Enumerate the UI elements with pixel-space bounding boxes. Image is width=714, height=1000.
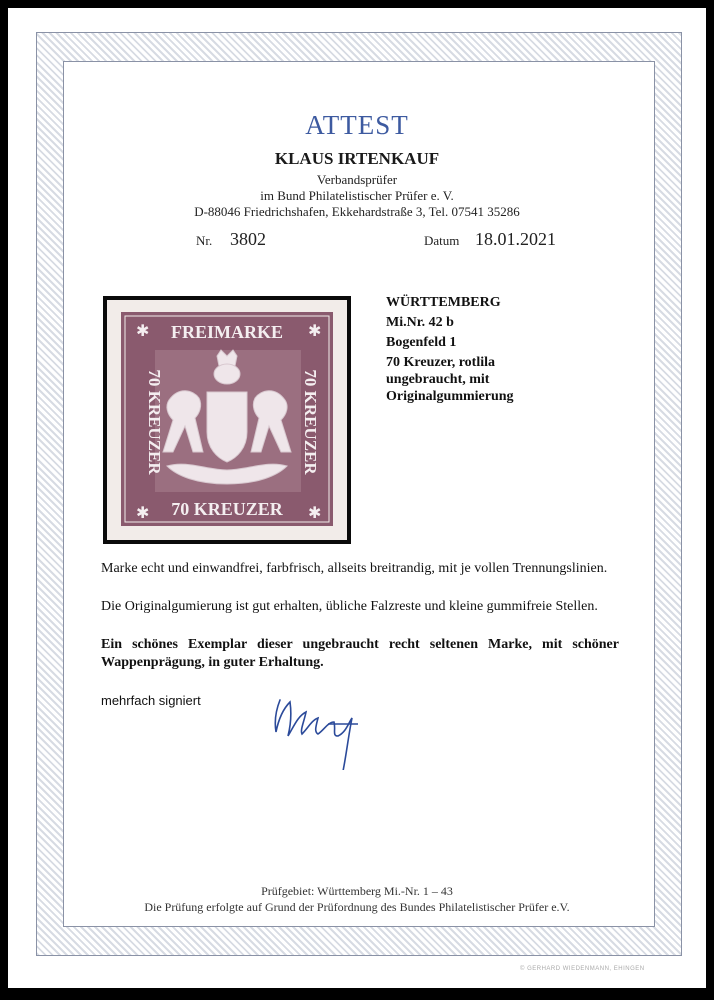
examiner-address: D-88046 Friedrichshafen, Ekkehardstraße 3, Tel. 07541 35286 <box>194 204 520 219</box>
corner-star-icon: ✱ <box>136 323 150 340</box>
stamp-photo <box>103 296 351 544</box>
stamp-right-text: 70 KREUZER <box>301 369 320 475</box>
stamp-top-text: FREIMARKE <box>171 322 283 342</box>
stamp-left-text: 70 KREUZER <box>145 369 164 475</box>
certificate-date: 18.01.2021 <box>475 229 556 249</box>
stamp-sheet-position: Bogenfeld 1 <box>386 335 457 350</box>
stamp-catalog-number: Mi.Nr. 42 b <box>386 315 454 330</box>
corner-star-icon: ✱ <box>308 323 322 340</box>
corner-star-icon: ✱ <box>136 505 150 522</box>
printer-imprint: © GERHARD WIEDENMANN, EHINGEN <box>520 966 645 972</box>
handwritten-signature <box>258 680 378 770</box>
corner-star-icon: ✱ <box>308 505 322 522</box>
certificate-date-label: Datum <box>424 233 460 248</box>
examiner-name: KLAUS IRTENKAUF <box>274 149 440 168</box>
assessment-paragraph-3: Ein schönes Exemplar dieser ungebraucht recht seltenen Marke, mit schöner Wappenprägung, in guter Erhaltung. <box>101 637 619 670</box>
assessment-paragraph-2: Die Originalgumierung ist gut erhalten, übliche Falzreste und kleine gummifreie Stellen. <box>101 599 598 614</box>
certificate-number-label: Nr. <box>196 233 213 248</box>
stamp-condition-line-2: Originalgummierung <box>386 389 514 404</box>
footer-scope: Prüfgebiet: Württemberg Mi.-Nr. 1 – 43 <box>261 884 453 898</box>
stamp-image <box>107 300 347 540</box>
stamp-country: WÜRTTEMBERG <box>386 295 501 310</box>
examiner-role: Verbandsprüfer <box>316 172 398 187</box>
signature-label: mehrfach signiert <box>101 693 201 708</box>
certificate-number: 3802 <box>230 229 266 249</box>
certificate-title: ATTEST <box>305 110 409 140</box>
stamp-bottom-text: 70 KREUZER <box>171 499 283 519</box>
footer-regulation: Die Prüfung erfolgte auf Grund der Prüfordnung des Bundes Philatelistischer Prüfer e.V. <box>144 900 570 914</box>
stamp-design <box>107 300 347 540</box>
assessment-paragraph-1: Marke echt und einwandfrei, farbfrisch, allseits breitrandig, mit je vollen Trennungslinien. <box>101 561 608 576</box>
examiner-association: im Bund Philatelistischer Prüfer e. V. <box>260 188 454 203</box>
stamp-value-color: 70 Kreuzer, rotlila <box>386 355 495 370</box>
stamp-condition-line-1: ungebraucht, mit <box>386 372 490 387</box>
